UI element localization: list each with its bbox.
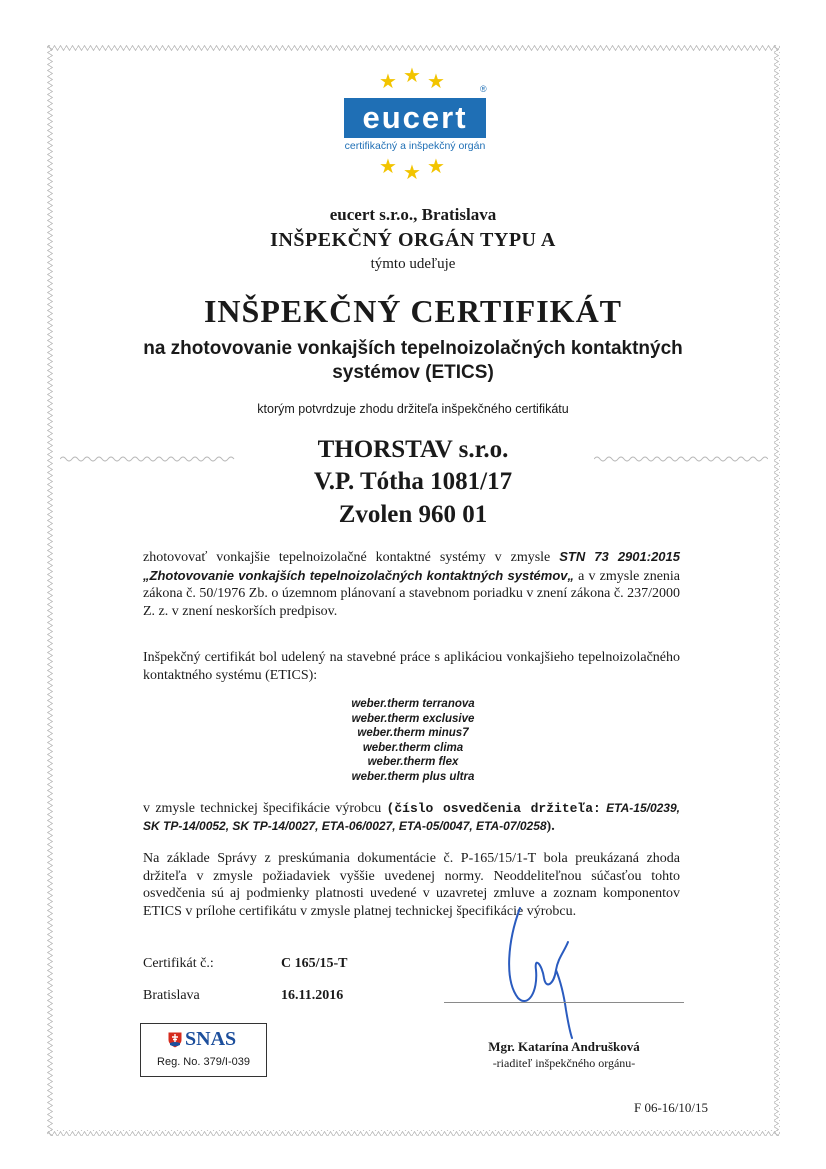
scope-standard: STN 73 2901:2015 „Zhotovovanie vonkajších tepelnoizolačných kontaktných systémov„: [143, 549, 680, 583]
certificate-number-label: Certifikát č.:: [143, 956, 214, 971]
signature: [498, 900, 588, 1040]
snas-accreditation-mark: [140, 1023, 267, 1077]
scope-suffix: a v zmysle znenia zákona č. 50/1976 Zb. o územnom plánovaní a stavebnom poriadku v znení zákona č. 237/2000 Z. z. v znení neskorších predpisov.: [143, 568, 681, 619]
spec-paragraph: [143, 800, 680, 835]
subtitle-line-2: systémov (ETICS): [332, 362, 494, 383]
issue-place: Bratislava: [143, 988, 200, 1003]
granted-for-paragraph: Inšpekčný certifikát bol udelený na stavebné práce s aplikáciou vonkajšieho tepelnoizolačného kontaktného systému (ETICS):: [143, 650, 680, 683]
logo-tagline: certifikačný a inšpekčný orgán: [344, 140, 486, 152]
slovak-shield-icon: [167, 1031, 183, 1049]
grants-text: týmto udeľuje: [370, 256, 456, 272]
basis-paragraph: Na základe Správy z preskúmania dokumentácie č. P-165/15/1-T bola preukázaná zhoda držiteľa v zmysle požiadaviek vyššie uvedenej normy. Neoddeliteľnou súčasťou tohto osvedčenia sú aj podmienky platnosti uvedené v uzavretej zmluve a zoznam komponentov ETICS v prílohe certifikátu v zmysle platnej technickej špecifikácie výrobcu.: [143, 851, 680, 919]
star-icon: ★: [427, 69, 445, 93]
star-icon: ★: [427, 154, 445, 178]
spec-label: (číslo osvedčenia držiteľa:: [386, 801, 601, 816]
product-list: [0, 697, 826, 785]
form-identifier: F 06-16/10/15: [634, 1100, 709, 1115]
registered-mark: ®: [480, 84, 487, 94]
star-icon: ★: [379, 69, 397, 93]
certificate-subtitle: [110, 337, 716, 385]
holder-name: THORSTAV s.r.o.: [317, 436, 509, 463]
issuer-organ-type: INŠPEKČNÝ ORGÁN TYPU A: [270, 229, 556, 251]
scope-paragraph: [143, 548, 680, 620]
product-item: weber.therm clima: [362, 741, 464, 754]
holder-street: V.P. Tótha 1081/17: [313, 468, 513, 495]
spec-close: ).: [546, 818, 555, 834]
confirms-text: ktorým potvrdzuje zhodu držiteľa inšpekčného certifikátu: [257, 402, 569, 416]
star-icon: ★: [403, 63, 421, 87]
issue-date: 16.11.2016: [281, 988, 344, 1003]
certificate-number-value: C 165/15-T: [281, 956, 348, 971]
signatory-role: -riaditeľ inšpekčného orgánu-: [492, 1056, 636, 1070]
scope-prefix: zhotovovať vonkajšie tepelnoizolačné kontaktné systémy v zmysle: [143, 550, 551, 565]
star-icon: ★: [403, 160, 421, 184]
product-item: weber.therm terranova: [351, 698, 475, 710]
signatory-name: Mgr. Katarína Andrušková: [488, 1039, 640, 1054]
product-item: weber.therm flex: [367, 756, 459, 769]
star-icon: ★: [379, 154, 397, 178]
issuer-company: eucert s.r.o., Bratislava: [329, 205, 497, 224]
product-item: weber.therm plus ultra: [351, 770, 475, 783]
spec-codes: ETA-15/0239, SK TP-14/0052, SK TP-14/0027, ETA-06/0027, ETA-05/0047, ETA-07/0258: [143, 801, 680, 833]
signature-line: [444, 1002, 684, 1003]
snas-mark: SNAS: [185, 1028, 237, 1050]
product-item: weber.therm exclusive: [351, 712, 475, 725]
certificate-title: INŠPEKČNÝ CERTIFIKÁT: [203, 293, 623, 329]
snas-registration: Reg. No. 379/I-039: [157, 1056, 250, 1068]
subtitle-line-1: na zhotovovanie vonkajších tepelnoizolačných kontaktných: [143, 338, 683, 359]
spec-prefix: v zmysle technickej špecifikácie výrobcu: [143, 801, 382, 816]
product-item: weber.therm minus7: [357, 727, 469, 740]
logo-wordmark: eucert: [362, 100, 468, 135]
logo-wordmark-box: [344, 98, 486, 138]
holder-city: Zvolen 960 01: [338, 501, 488, 528]
